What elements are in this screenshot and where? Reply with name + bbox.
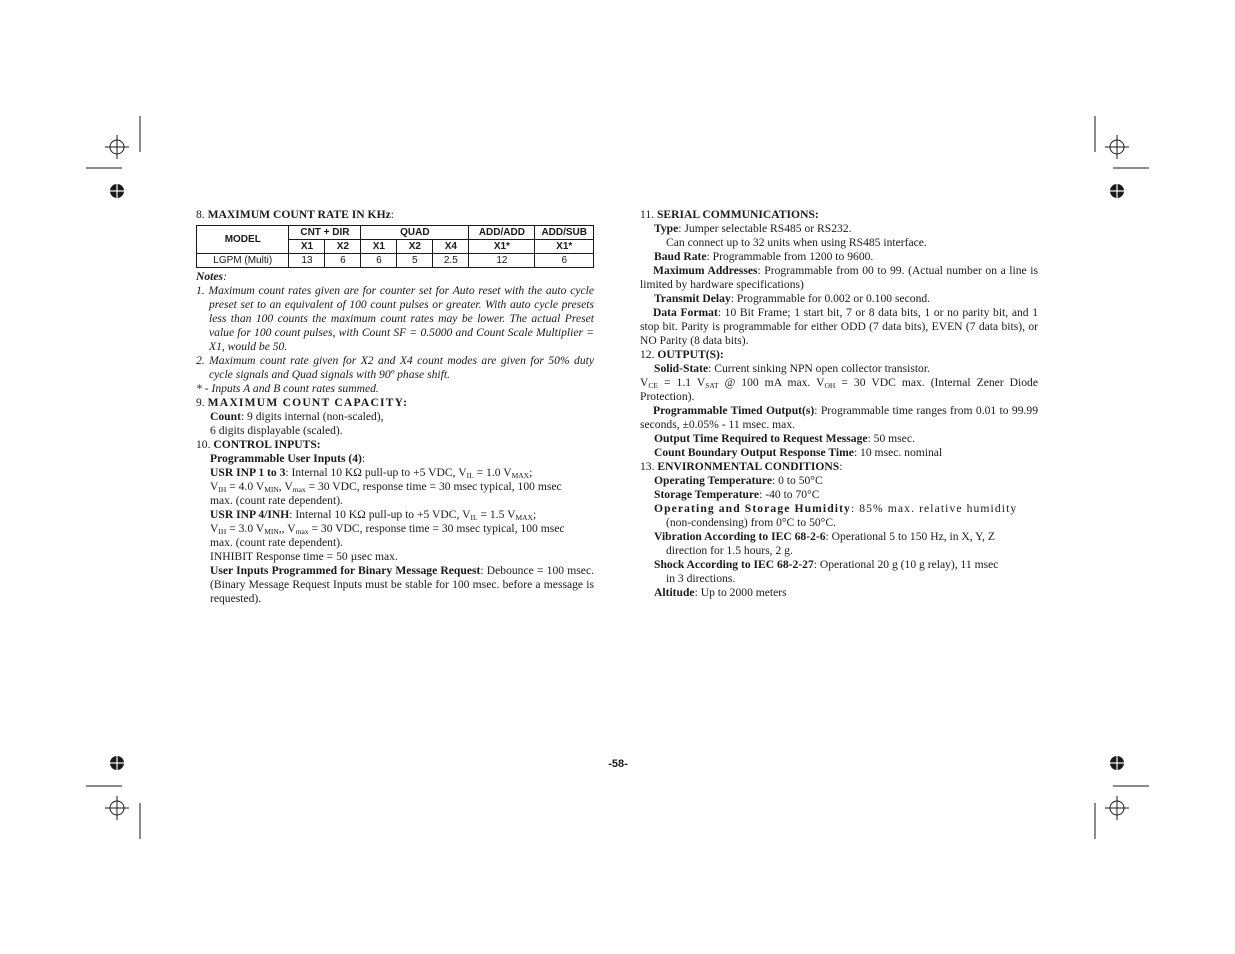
shock-line-2: in 3 directions. [666, 572, 736, 585]
count-capacity-line: Count: 9 digits internal (non-scaled), [210, 410, 384, 423]
table-cell: 6 [325, 254, 361, 268]
table-header-cnt-dir: CNT + DIR [289, 226, 361, 240]
note-1: 1. Maximum count rates given are for counter set for Auto reset with the auto cycle preset set to an equivalent of 100 count pulses or greater. With auto cycle presets less than 100 counts the maximum count rates may be lower. The actual Preset value for 100 count pulses, with Count SF = 0.5000 and Count Scale Multiplier = X1, would be 50. [196, 284, 594, 353]
section-9-title: MAXIMUM COUNT CAPACITY: [207, 396, 409, 409]
table-cell: 6 [361, 254, 397, 268]
usr-inp-1-3-line-3: max. (count rate dependent). [210, 494, 343, 507]
usr-inp-1-3-line-2: $V_{IH} = 4.0$ $V_{MIN}$, $V_{max} = 30$ VDC, response time = 30 msec typical, 100 msec [210, 480, 562, 494]
output-time-required: Output Time Required to Request Message: 50 msec. [654, 432, 915, 445]
section-12-title: OUTPUT(S): [657, 348, 724, 361]
table-subheader: X1* [535, 240, 594, 254]
right-column [640, 208, 1038, 600]
vibration-line-2: direction for 1.5 hours, 2 g. [666, 544, 793, 557]
usr-inp-4-line-3: max. (count rate dependent). [210, 536, 343, 549]
section-8-title: MAXIMUM COUNT RATE IN KHz [207, 208, 391, 221]
max-addresses: Maximum Addresses: Programmable from 00 to 99. (Actual number on a line is limited by hardware specifications) [640, 264, 1038, 291]
shock-line: Shock According to IEC 68-2-27: Operational 20 g (10 g relay), 11 msec [654, 558, 999, 571]
table-cell: 5 [397, 254, 433, 268]
count-boundary-output: Count Boundary Output Response Time: 10 msec. nominal [654, 446, 943, 459]
table-cell: 12 [469, 254, 535, 268]
table-header-add-add: ADD/ADD [469, 226, 535, 240]
usr-inp-4-line: USR INP 4/INH: Internal 10 KΩ pull-up to +5 VDC, $V_{IL} = 1.5$ $V_{MAX}$; [210, 508, 537, 522]
section-10-heading: 10. CONTROL INPUTS: [196, 438, 321, 451]
table-cell: 6 [535, 254, 594, 268]
max-count-rate-table [196, 225, 594, 268]
page-number: -58- [608, 758, 628, 770]
vibration-line: Vibration According to IEC 68-2-6: Operational 5 to 150 Hz, in X, Y, Z [654, 530, 995, 543]
section-10-title: CONTROL INPUTS: [213, 438, 321, 451]
transmit-delay-line: Transmit Delay: Programmable for 0.002 or 0.100 second. [654, 292, 931, 305]
table-header-add-sub: ADD/SUB [535, 226, 594, 240]
table-cell: 13 [289, 254, 325, 268]
programmable-user-inputs: Programmable User Inputs (4): [210, 452, 366, 465]
inhibit-response: INHIBIT Response time = 50 µsec max. [210, 550, 398, 563]
operating-temperature: Operating Temperature: 0 to 50°C [654, 474, 823, 487]
table-subheader: X2 [325, 240, 361, 254]
note-3: * - Inputs A and B count rates summed. [196, 382, 379, 395]
altitude-line: Altitude: Up to 2000 meters [654, 586, 787, 599]
section-11-title: SERIAL COMMUNICATIONS: [656, 208, 819, 221]
table-row [197, 254, 594, 268]
left-column [196, 208, 594, 606]
table-subheader: X1 [289, 240, 325, 254]
section-8-heading: 8. MAXIMUM COUNT RATE IN KHz: [196, 208, 394, 221]
vce-spec: $V_{CE} = 1.1$ $V_{SAT}$ @ 100 mA max. $V_{OH} = 30$ VDC max. (Internal Zener Diode Protection). [640, 376, 1038, 403]
type-line-2: Can connect up to 32 units when using RS485 interface. [666, 236, 927, 249]
binary-message-request: User Inputs Programmed for Binary Message Request: Debounce = 100 msec. (Binary Message Request Inputs must be stable for 100 msec. before a message is requested). [210, 564, 594, 605]
table-subheader: X2 [397, 240, 433, 254]
programmable-timed-output: Programmable Timed Output(s): Programmable time ranges from 0.01 to 99.99 seconds, ±0.05% - 11 msec. max. [640, 404, 1038, 431]
table-subheader: X1 [361, 240, 397, 254]
usr-inp-4-line-2: $V_{IH} = 3.0$ $V_{MIN}$,, $V_{max} = 30$ VDC, response time = 30 msec typical, 100 msec [210, 522, 565, 536]
table-cell: 2.5 [433, 254, 469, 268]
data-format: Data Format: 10 Bit Frame; 1 start bit, 7 or 8 data bits, 1 or no parity bit, and 1 stop bit. Parity is programmable for either ODD (7 data bits), EVEN (7 data bits), or NO Parity (8 data bits). [640, 306, 1038, 347]
table-header-model: MODEL [197, 226, 289, 254]
humidity-line-2: (non-condensing) from 0°C to 50°C. [666, 516, 836, 529]
type-line: Type: Jumper selectable RS485 or RS232. [654, 222, 852, 235]
storage-temperature: Storage Temperature: -40 to 70°C [654, 488, 820, 501]
table-subheader: X4 [433, 240, 469, 254]
table-subheader: X1* [469, 240, 535, 254]
section-12-heading: 12. OUTPUT(S): [640, 348, 724, 361]
table-cell-model: LGPM (Multi) [197, 254, 289, 268]
note-2: 2. Maximum count rate given for X2 and X4 count modes are given for 50% duty cycle signals and Quad signals with 90º phase shift. [196, 354, 594, 381]
section-13-heading: 13. ENVIRONMENTAL CONDITIONS: [640, 460, 843, 473]
section-9-heading: 9. MAXIMUM COUNT CAPACITY: [196, 396, 409, 409]
section-13-title: ENVIRONMENTAL CONDITIONS [657, 460, 840, 473]
notes-heading: Notes: [196, 270, 227, 283]
table-header-quad: QUAD [361, 226, 469, 240]
count-capacity-line-2: 6 digits displayable (scaled). [210, 424, 343, 437]
section-11-heading: 11. SERIAL COMMUNICATIONS: [640, 208, 819, 221]
solid-state-line: Solid-State: Current sinking NPN open collector transistor. [654, 362, 930, 375]
usr-inp-1-3-line: USR INP 1 to 3: Internal 10 KΩ pull-up to +5 VDC, $V_{IL} = 1.0$ $V_{MAX}$; [210, 466, 533, 480]
humidity-line: Operating and Storage Humidity: 85% max. relative humidity [654, 502, 1018, 515]
baud-rate-line: Baud Rate: Programmable from 1200 to 9600. [654, 250, 874, 263]
